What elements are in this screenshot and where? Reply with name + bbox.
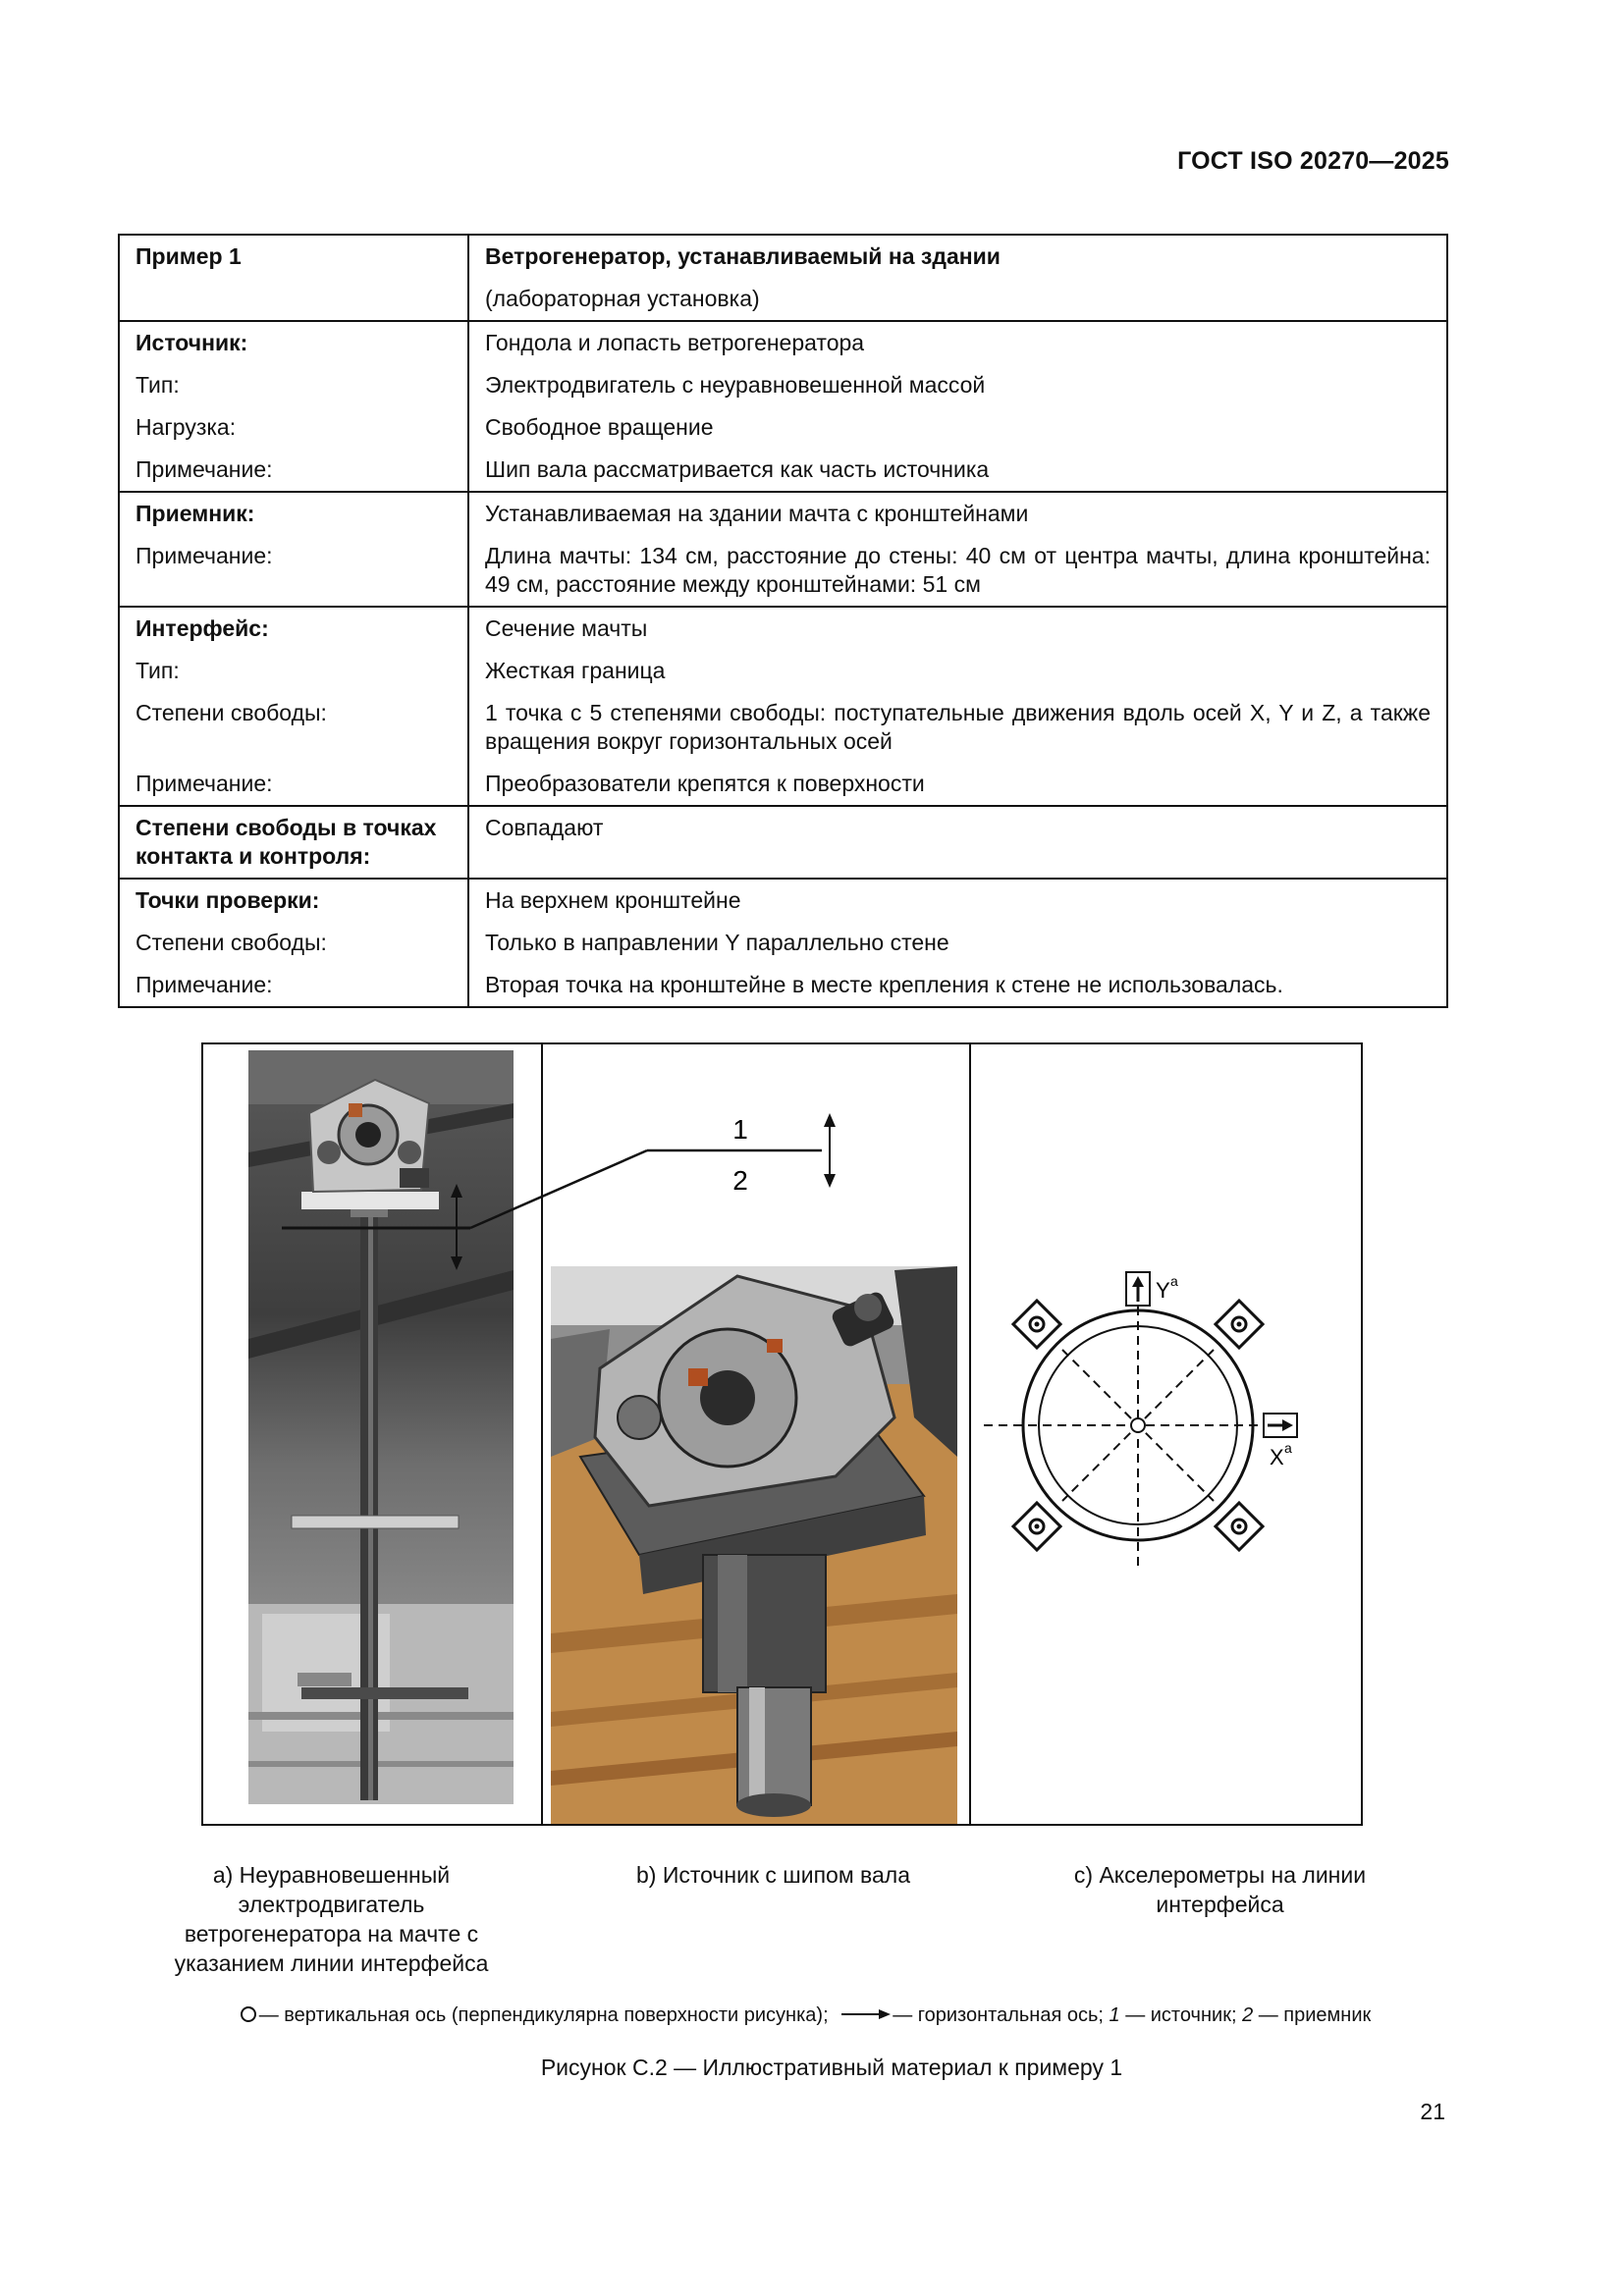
row-value: Гондола и лопасть ветрогенератора [468, 321, 1447, 364]
row-value: Жесткая граница [468, 650, 1447, 692]
row-value: Электродвигатель с неуравновешенной массой [468, 364, 1447, 406]
row-value: (лабораторная установка) [468, 278, 1447, 321]
page-number: 21 [1420, 2099, 1445, 2124]
label-receiver-number: 2 [732, 1165, 748, 1196]
legend-horizontal-axis: — горизонтальная ось; [893, 2004, 1104, 2026]
row-label: Примечание: [119, 449, 468, 492]
legend-source: — источник; [1125, 2004, 1237, 2026]
row-label: Нагрузка: [119, 406, 468, 449]
row-value: На верхнем кронштейне [468, 879, 1447, 922]
table-row [119, 964, 1447, 1007]
vertical-axis-icon [240, 2005, 259, 2023]
row-label: Степени свободы: [119, 692, 468, 763]
table-row [119, 763, 1447, 806]
row-value: Ветрогенератор, устанавливаемый на здании [468, 235, 1447, 278]
row-label: Примечание: [119, 763, 468, 806]
row-value: Длина мачты: 134 см, расстояние до стены: 40 см от центра мачты, длина кронштейна: 49 см, расстояние между кронштейнами: 51 см [468, 535, 1447, 607]
x-axis-label: X [1270, 1445, 1284, 1469]
row-label: Степени свободы: [119, 922, 468, 964]
row-label: Источник: [119, 321, 468, 364]
table-row [119, 650, 1447, 692]
row-label: Пример 1 [119, 235, 468, 278]
row-label: Примечание: [119, 535, 468, 607]
figure-title: Рисунок С.2 — Иллюстративный материал к примеру 1 [540, 2055, 1123, 2080]
row-value: Только в направлении Y параллельно стене [468, 922, 1447, 964]
table-row [119, 922, 1447, 964]
legend-num2: 2 [1242, 2004, 1254, 2026]
table-row [119, 879, 1447, 922]
caption-c: c) Акселерометры на линии интерфейса [1073, 1862, 1367, 1917]
row-value: Совпадают [468, 806, 1447, 879]
legend-vertical-axis: — вертикальная ось (перпендикулярна поверхности рисунка); [258, 2004, 829, 2026]
example-spec-table [118, 234, 1448, 1008]
row-value: Устанавливаемая на здании мачта с кронштейнами [468, 492, 1447, 535]
legend-receiver: — приемник [1258, 2004, 1372, 2026]
figure-c2 [201, 1042, 1363, 1826]
row-label: Примечание: [119, 964, 468, 1007]
row-value: Свободное вращение [468, 406, 1447, 449]
table-row [119, 806, 1447, 879]
caption-b: b) Источник с шипом вала [635, 1862, 911, 1888]
x-axis-superscript: a [1284, 1440, 1292, 1456]
legend-num1: 1 [1109, 2004, 1120, 2026]
table-row [119, 406, 1447, 449]
row-label: Тип: [119, 364, 468, 406]
y-axis-superscript: a [1170, 1273, 1178, 1289]
row-label: Точки проверки: [119, 879, 468, 922]
table-row [119, 535, 1447, 607]
row-value: 1 точка с 5 степенями свободы: поступательные движения вдоль осей X, Y и Z, а также вращения вокруг горизонтальных осей [468, 692, 1447, 763]
table-row [119, 235, 1447, 278]
row-label: Степени свободы в точках контакта и контроля: [119, 806, 468, 879]
figure-legend [147, 2002, 1463, 2028]
table-row [119, 364, 1447, 406]
row-value: Сечение мачты [468, 607, 1447, 650]
caption-a: a) Неуравновешенный электродвигатель ветрогенератора на мачте с указанием линии интерфейса [174, 1862, 489, 1976]
row-label [119, 278, 468, 321]
label-source-number: 1 [732, 1114, 748, 1145]
y-axis-label: Y [1156, 1278, 1170, 1303]
table-row [119, 449, 1447, 492]
row-value: Вторая точка на кронштейне в месте крепления к стене не использовалась. [468, 964, 1447, 1007]
table-row [119, 492, 1447, 535]
table-row [119, 692, 1447, 763]
horizontal-axis-icon [839, 2007, 893, 2021]
table-row [119, 321, 1447, 364]
row-value: Преобразователи крепятся к поверхности [468, 763, 1447, 806]
table-row [119, 607, 1447, 650]
table-row [119, 278, 1447, 321]
document-code: ГОСТ ISO 20270—2025 [1177, 147, 1449, 175]
row-value: Шип вала рассматривается как часть источника [468, 449, 1447, 492]
row-label: Интерфейс: [119, 607, 468, 650]
row-label: Тип: [119, 650, 468, 692]
interface-overlay [203, 1044, 1361, 1824]
double-arrow-b [824, 1113, 836, 1188]
leader-line [470, 1150, 647, 1228]
row-label: Приемник: [119, 492, 468, 535]
